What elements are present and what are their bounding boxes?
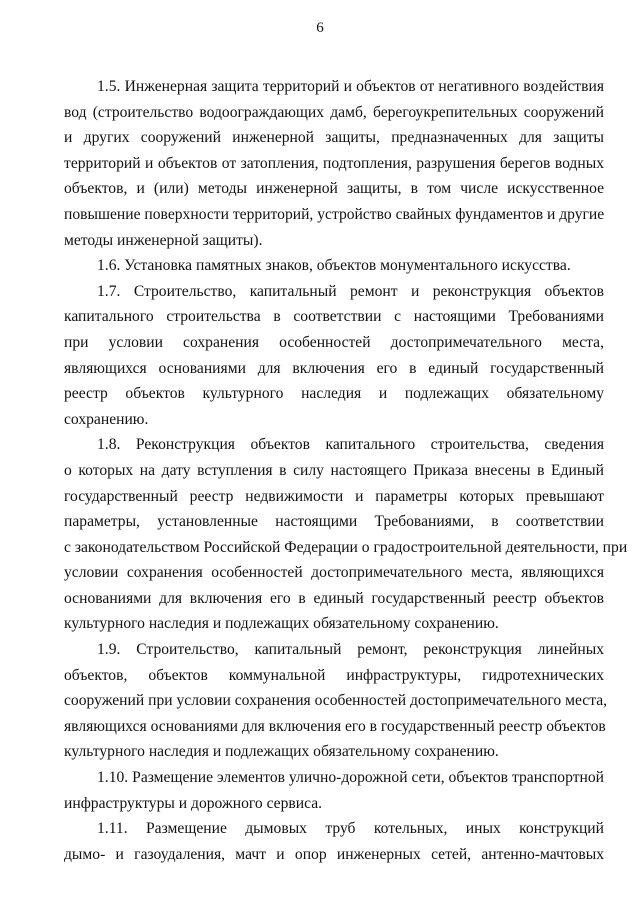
text-line: 1.9. Строительство, капитальный ремонт, реконструкция линейных bbox=[97, 641, 604, 659]
text-line: 1.6. Установка памятных знаков, объектов монументального искусства. bbox=[97, 257, 571, 275]
text-line: вод (строительство водоограждающих дамб, берегоукрепительных сооружений bbox=[64, 103, 604, 121]
text-line: территорий и объектов от затопления, подтопления, разрушения берегов водных bbox=[64, 154, 604, 172]
paragraph bbox=[64, 765, 604, 816]
text-line: государственный реестр недвижимости и параметры которых превышают bbox=[64, 487, 604, 505]
text-line: 1.7. Строительство, капитальный ремонт и реконструкция объектов bbox=[97, 282, 604, 300]
text-line: являющихся основаниями для включения его в государственный реестр объектов bbox=[64, 717, 606, 735]
paragraph bbox=[64, 74, 604, 253]
text-line: объектов, и (или) методы инженерной защиты, в том числе искусственное bbox=[64, 180, 604, 198]
text-line: объектов, объектов коммунальной инфраструктуры, гидротехнических bbox=[64, 666, 604, 684]
text-line: 1.5. Инженерная защита территорий и объектов от негативного воздействия bbox=[97, 78, 604, 95]
text-line: повышение поверхности территорий, устройство свайных фундаментов и другие bbox=[64, 205, 605, 223]
text-line: методы инженерной защиты). bbox=[64, 231, 263, 249]
text-line: 1.10. Размещение элементов улично-дорожной сети, объектов транспортной bbox=[97, 769, 604, 787]
page-number: 6 bbox=[316, 20, 324, 36]
text-line: условии сохранения особенностей достопримечательного места, являющихся bbox=[64, 564, 604, 582]
text-line: и других сооружений инженерной защиты, предназначенных для защиты bbox=[64, 129, 604, 147]
paragraph bbox=[64, 253, 604, 279]
text-line: являющихся основаниями для включения его в единый государственный bbox=[64, 359, 604, 377]
text-line: 1.8. Реконструкция объектов капитального строительства, сведения bbox=[97, 436, 604, 454]
text-line: сохранению. bbox=[64, 410, 149, 428]
text-line: 1.11. Размещение дымовых труб котельных, иных конструкций bbox=[97, 820, 604, 838]
text-line: дымо- и газоудаления, мачт и опор инженерных сетей, антенно-мачтовых bbox=[64, 845, 604, 863]
text-line: параметры, установленные настоящими Требованиями, в соответствии bbox=[64, 513, 604, 531]
paragraph bbox=[64, 432, 628, 637]
paragraph bbox=[64, 279, 604, 433]
text-line: сооружений при условии сохранения особенностей достопримечательного места, bbox=[64, 692, 608, 710]
text-line: с законодательством Российской Федерации о градостроительной деятельности, при bbox=[64, 538, 628, 556]
text-line: о которых на дату вступления в силу настоящего Приказа внесены в Единый bbox=[64, 461, 604, 479]
text-line: основаниями для включения его в единый государственный реестр объектов bbox=[64, 589, 604, 607]
text-line: культурного наследия и подлежащих обязательному сохранению. bbox=[64, 743, 499, 761]
paragraph bbox=[64, 816, 604, 867]
paragraph bbox=[64, 637, 608, 765]
text-line: культурного наследия и подлежащих обязательному сохранению. bbox=[64, 615, 499, 633]
text-line: при условии сохранения особенностей достопримечательного места, bbox=[64, 333, 604, 351]
document-body bbox=[64, 74, 628, 867]
text-line: инфраструктуры и дорожного сервиса. bbox=[64, 794, 323, 812]
text-line: реестр объектов культурного наследия и подлежащих обязательному bbox=[64, 385, 604, 403]
text-line: капитального строительства в соответствии с настоящими Требованиями bbox=[64, 308, 604, 326]
